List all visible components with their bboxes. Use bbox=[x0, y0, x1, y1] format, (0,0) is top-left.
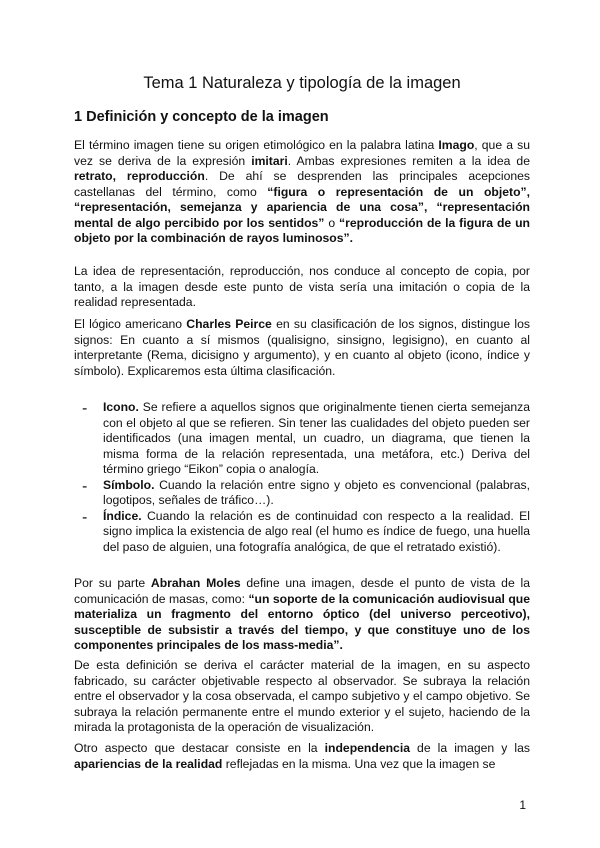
list-item bbox=[82, 478, 530, 509]
text-run: o bbox=[324, 215, 340, 230]
list-term: Icono. bbox=[103, 400, 139, 414]
bold-run: imitari bbox=[251, 153, 288, 168]
list-text: Cuando la relación es de continuidad con respecto a la realidad. El signo implica la existencia de algo real (el humo es índice de fuego, una huella del paso de alguien, una fotografía analógica, de que el retratado existió). bbox=[103, 508, 530, 554]
text-run: define una imagen, desde el punto de vista de la comunicación de masas, como: bbox=[74, 576, 530, 606]
paragraph-text: La idea de representación, reproducción, nos conduce al concepto de copia, por tanto, a la imagen desde este punto de vista sería una imitación o copia de la realidad representada. bbox=[74, 264, 530, 309]
list-text: Se refiere a aquellos signos que originalmente tienen cierta semejanza con el objeto al que se refieren. Sin tener las cualidades del objeto pueden ser identificados (una imagen mental, un cuadro, un diagrama, que tienen la misma forma de la relación representada, una metáfora, etc.) Deriva del término griego “Eikon” copia o analogía. bbox=[103, 400, 530, 476]
list-item bbox=[82, 509, 530, 556]
text-run: Por su parte bbox=[74, 576, 151, 590]
text-run: , que a su vez se deriva de la expresión bbox=[74, 138, 530, 168]
text-run: . De ahí se desprenden las principales acepciones castellanas del término, como bbox=[74, 169, 531, 199]
list-text: Cuando la relación entre signo y objeto es convencional (palabras, logotipos, señales de tráfico…). bbox=[103, 477, 530, 507]
text-run: . Ambas expresiones remiten a la idea de bbox=[287, 153, 530, 168]
bold-run: independencia bbox=[324, 741, 410, 755]
paragraph-text bbox=[74, 741, 530, 772]
paragraph-definition bbox=[74, 138, 530, 247]
bold-run: apariencias de la realidad bbox=[74, 756, 223, 771]
text-run: en su clasificación de los signos, distingue los signos: En cuanto a sí mismos (qualisigno, sinsigno, legisigno), en cuanto al interpretante (Rema, dicisigno y argumento), y en cuanto al objeto (icono, índice y símbolo). Explicaremos esta última clasificación. bbox=[74, 317, 530, 378]
paragraph-moles bbox=[74, 576, 530, 654]
bold-run: Charles Peirce bbox=[186, 317, 272, 331]
bold-run: retrato, reproducción bbox=[74, 169, 205, 183]
bold-run: Abrahan Moles bbox=[150, 576, 241, 590]
paragraph-independence bbox=[74, 741, 530, 772]
list-item bbox=[82, 400, 530, 478]
paragraph-text bbox=[74, 138, 530, 247]
text-run: de la imagen y las bbox=[410, 741, 530, 755]
list-term: Índice. bbox=[103, 508, 142, 523]
bold-run: “un soporte de la comunicación audiovisual que materializa un fragmento del entorno óptico (del universo perceotivo), susceptible de subsistir a través del tiempo, y que constituye uno de los componentes principales de los mass-media”. bbox=[74, 591, 530, 652]
text-run: reflejadas en la misma. Una vez que la imagen se bbox=[222, 756, 496, 771]
list-bullet: - bbox=[82, 508, 88, 526]
section-heading: 1 Definición y concepto de la imagen bbox=[74, 109, 329, 125]
paragraph-peirce bbox=[74, 317, 530, 379]
paragraph-text bbox=[74, 317, 530, 379]
list-bullet: - bbox=[82, 400, 88, 417]
text-run: El lógico americano bbox=[74, 317, 187, 331]
page-number: 1 bbox=[519, 798, 526, 812]
bold-run: “reproducción de la figura de un objeto por la combinación de rayos luminosos”. bbox=[74, 215, 530, 245]
list-bullet: - bbox=[82, 477, 88, 495]
list-term: Símbolo. bbox=[103, 477, 155, 492]
text-run: El término imagen tiene su origen etimológico en la palabra latina bbox=[74, 138, 439, 152]
sign-list bbox=[82, 400, 530, 555]
document-title: Tema 1 Naturaleza y tipología de la imagen bbox=[143, 74, 461, 92]
paragraph-text bbox=[74, 576, 530, 654]
bold-run: “figura o representación de un objeto”, “representación, semejanza y apariencia de una cosa”, “representación mental de algo percibido por los sentidos” bbox=[74, 184, 530, 230]
paragraph-text: De esta definición se deriva el carácter material de la imagen, en su aspecto fabricado, su carácter objetivable respecto al observador. Se subraya la relación entre el observador y la cosa observada, el campo subjetivo y el campo objetivo. Se subraya la relación permanente entre el mundo exterior y el sujeto, haciendo de la mirada la protagonista de la operación de visualización. bbox=[74, 658, 530, 734]
text-run: Otro aspecto que destacar consiste en la bbox=[74, 741, 325, 755]
paragraph-copy bbox=[74, 264, 530, 311]
bold-run: Imago bbox=[438, 138, 475, 152]
paragraph-material bbox=[74, 658, 530, 736]
